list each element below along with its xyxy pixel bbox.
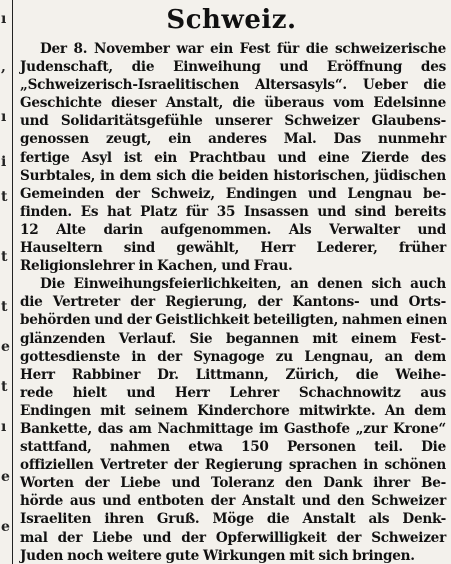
text-line: Israeliten ihren Gruß. Möge die Anstalt als Denk- bbox=[20, 511, 446, 528]
text-line: Judenschaft, die Einweihung und Eröffnung des bbox=[20, 59, 446, 76]
text-line: Die Einweihungsfeierlichkeiten, an denen sich auch bbox=[40, 276, 446, 293]
text-line: Juden noch weitere gute Wirkungen mit sich bringen. bbox=[20, 547, 415, 564]
text-line: offiziellen Vertreter der Regierung sprachen in schönen bbox=[20, 457, 446, 474]
text-line: gottesdienste in der Synagoge zu Lengnau, an dem bbox=[20, 348, 446, 365]
gutter-fragment: i bbox=[1, 154, 7, 170]
text-line: genossen zeugt, ein anderes Mal. Das nunmehr bbox=[20, 131, 446, 148]
gutter-fragment: t bbox=[1, 379, 8, 395]
text-line: Surbtales, in dem sich die beiden historischen, jüdischen bbox=[20, 167, 446, 184]
gutter-fragment: , bbox=[1, 59, 6, 75]
gutter-fragment: e bbox=[1, 339, 10, 355]
text-line: Religionslehrer in Kachen, und Frau. bbox=[20, 258, 293, 275]
gutter-fragment: e bbox=[1, 469, 10, 485]
text-line: die Vertreter der Regierung, der Kantons- und Orts- bbox=[20, 294, 446, 311]
gutter-fragment: ı bbox=[1, 11, 7, 27]
paragraph-1 bbox=[20, 40, 446, 275]
gutter-fragment: ı bbox=[1, 109, 7, 125]
text-line: Hauseltern sind gewählt, Herr Lederer, früher bbox=[20, 240, 446, 257]
text-line: und Solidaritätsgefühle unserer Schweizer Glaubens- bbox=[20, 113, 446, 130]
headline: Schweiz. bbox=[166, 5, 297, 35]
text-line: fertige Asyl ist ein Prachtbau und eine Zierde des bbox=[20, 149, 446, 166]
text-line: Der 8. November war ein Fest für die schweizerische bbox=[40, 41, 446, 57]
gutter-fragment: e bbox=[1, 519, 10, 535]
adjacent-column-edge bbox=[0, 0, 13, 564]
gutter-fragment: t bbox=[1, 189, 8, 205]
text-line: Herr Rabbiner Dr. Littmann, Zürich, die Weihe- bbox=[20, 366, 446, 383]
text-line: Endingen mit seinem Kinderchore mitwirkte. An dem bbox=[20, 402, 446, 419]
text-line: rede hielt und Herr Lehrer Schachnowitz aus bbox=[20, 384, 446, 401]
gutter-fragment: t bbox=[1, 249, 8, 265]
text-line: Geschichte dieser Anstalt, die überaus vom Edelsinne bbox=[20, 95, 446, 112]
text-line: Gemeinden der Schweiz, Endingen und Lengnau be- bbox=[20, 185, 446, 202]
text-line: „Schweizerisch-Israelitischen Altersasyls“. Ueber die bbox=[20, 77, 446, 94]
text-line: hörde aus und entboten der Anstalt und den Schweizer bbox=[20, 493, 446, 510]
text-line: 12 Alte darin aufgenommen. Als Verwalter und bbox=[20, 221, 446, 238]
gutter-fragment: ı bbox=[1, 419, 7, 435]
text-line: mal der Liebe und der Opferwilligkeit der Schweizer bbox=[20, 529, 446, 546]
text-line: finden. Es hat Platz für 35 Insassen und sind bereits bbox=[20, 203, 446, 220]
paragraph-2 bbox=[20, 275, 446, 564]
text-line: glänzenden Verlauf. Sie begannen mit einem Fest- bbox=[20, 330, 446, 347]
text-line: stattfand, nahmen etwa 150 Personen teil. Die bbox=[20, 439, 446, 456]
article-body bbox=[20, 40, 446, 564]
text-line: Worten der Liebe und Toleranz den Dank ihrer Be- bbox=[20, 475, 446, 492]
gutter-fragment: t bbox=[1, 299, 8, 315]
text-line: Bankette, das am Nachmittage im Gasthofe „zur Krone“ bbox=[20, 420, 446, 437]
text-line: behörden und der Geistlichkeit beteiligten, nahmen einen bbox=[20, 312, 447, 329]
